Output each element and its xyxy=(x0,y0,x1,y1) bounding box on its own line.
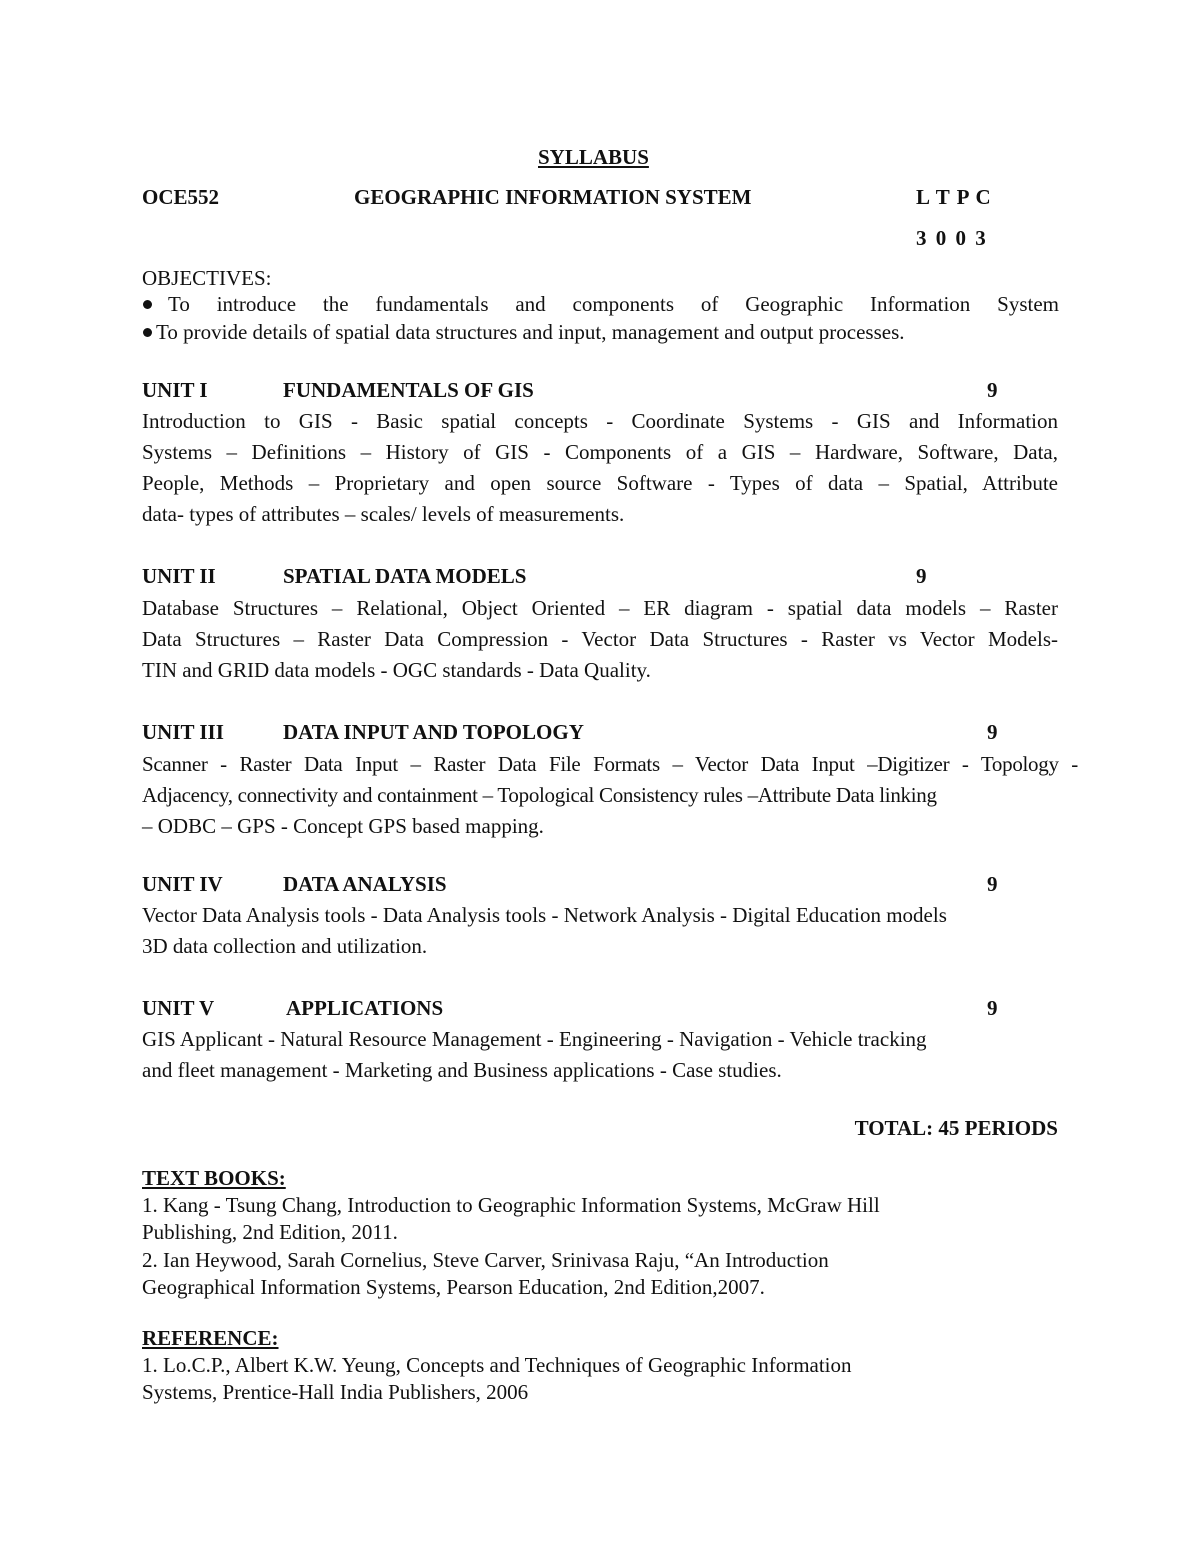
unit-1-line: Systems – Definitions – History of GIS - Components of a GIS – Hardware, Software, Data, xyxy=(142,440,1058,464)
course-code: OCE552 xyxy=(142,185,220,209)
unit-4-line: Vector Data Analysis tools - Data Analysis tools - Network Analysis - Digital Education models xyxy=(142,903,947,927)
bullet-icon xyxy=(143,328,152,337)
objective-item-1: To introduce the fundamentals and components of Geographic Information System xyxy=(168,292,1059,316)
unit-5-label: UNIT V xyxy=(142,996,215,1020)
unit-5-line: and fleet management - Marketing and Business applications - Case studies. xyxy=(142,1058,782,1082)
reference-heading: REFERENCE: xyxy=(142,1326,279,1350)
unit-1-hours: 9 xyxy=(987,378,998,402)
unit-3-line: – ODBC – GPS - Concept GPS based mapping. xyxy=(142,814,544,838)
unit-5-hours: 9 xyxy=(987,996,998,1020)
unit-2-label: UNIT II xyxy=(142,564,216,588)
unit-5-title: APPLICATIONS xyxy=(286,996,444,1020)
total-periods: TOTAL: 45 PERIODS xyxy=(854,1116,1058,1140)
textbook-line: Geographical Information Systems, Pearson Education, 2nd Edition,2007. xyxy=(142,1275,765,1299)
unit-4-title: DATA ANALYSIS xyxy=(283,872,447,896)
reference-line: Systems, Prentice-Hall India Publishers, 2006 xyxy=(142,1380,529,1404)
unit-4-label: UNIT IV xyxy=(142,872,223,896)
unit-3-title: DATA INPUT AND TOPOLOGY xyxy=(283,720,584,744)
objective-item-2: To provide details of spatial data structures and input, management and output processes. xyxy=(156,320,905,344)
textbooks-heading: TEXT BOOKS: xyxy=(142,1166,286,1190)
unit-5-line: GIS Applicant - Natural Resource Management - Engineering - Navigation - Vehicle tracking xyxy=(142,1027,927,1051)
unit-1-line: Introduction to GIS - Basic spatial concepts - Coordinate Systems - GIS and Information xyxy=(142,409,1058,433)
ltpc-values: 3 0 0 3 xyxy=(916,226,988,250)
page-title: SYLLABUS xyxy=(538,145,649,169)
unit-2-line: TIN and GRID data models - OGC standards - Data Quality. xyxy=(142,658,651,682)
unit-1-line: data- types of attributes – scales/ levels of measurements. xyxy=(142,502,625,526)
textbook-line: 1. Kang - Tsung Chang, Introduction to Geographic Information Systems, McGraw Hill xyxy=(142,1193,880,1217)
unit-1-title: FUNDAMENTALS OF GIS xyxy=(283,378,534,402)
unit-2-line: Data Structures – Raster Data Compression - Vector Data Structures - Raster vs Vector Models- xyxy=(142,627,1058,651)
bullet-icon xyxy=(143,300,152,309)
unit-1-label: UNIT I xyxy=(142,378,208,402)
unit-2-title: SPATIAL DATA MODELS xyxy=(283,564,527,588)
unit-3-line: Adjacency, connectivity and containment – Topological Consistency rules –Attribute Data linking xyxy=(142,783,937,807)
ltpc-label: L T P C xyxy=(916,185,992,209)
unit-2-hours: 9 xyxy=(916,564,927,588)
reference-line: 1. Lo.C.P., Albert K.W. Yeung, Concepts and Techniques of Geographic Information xyxy=(142,1353,852,1377)
objectives-heading: OBJECTIVES: xyxy=(142,266,272,290)
unit-1-line: People, Methods – Proprietary and open source Software - Types of data – Spatial, Attribute xyxy=(142,471,1058,495)
unit-4-hours: 9 xyxy=(987,872,998,896)
unit-2-line: Database Structures – Relational, Object Oriented – ER diagram - spatial data models – Raster xyxy=(142,596,1058,620)
course-name: GEOGRAPHIC INFORMATION SYSTEM xyxy=(354,185,752,209)
unit-4-line: 3D data collection and utilization. xyxy=(142,934,428,958)
textbook-line: Publishing, 2nd Edition, 2011. xyxy=(142,1220,398,1244)
unit-3-label: UNIT III xyxy=(142,720,224,744)
textbook-line: 2. Ian Heywood, Sarah Cornelius, Steve Carver, Srinivasa Raju, “An Introduction xyxy=(142,1248,829,1272)
unit-3-line: Scanner - Raster Data Input – Raster Data File Formats – Vector Data Input –Digitizer - Topology - xyxy=(142,752,1078,776)
unit-3-hours: 9 xyxy=(987,720,998,744)
